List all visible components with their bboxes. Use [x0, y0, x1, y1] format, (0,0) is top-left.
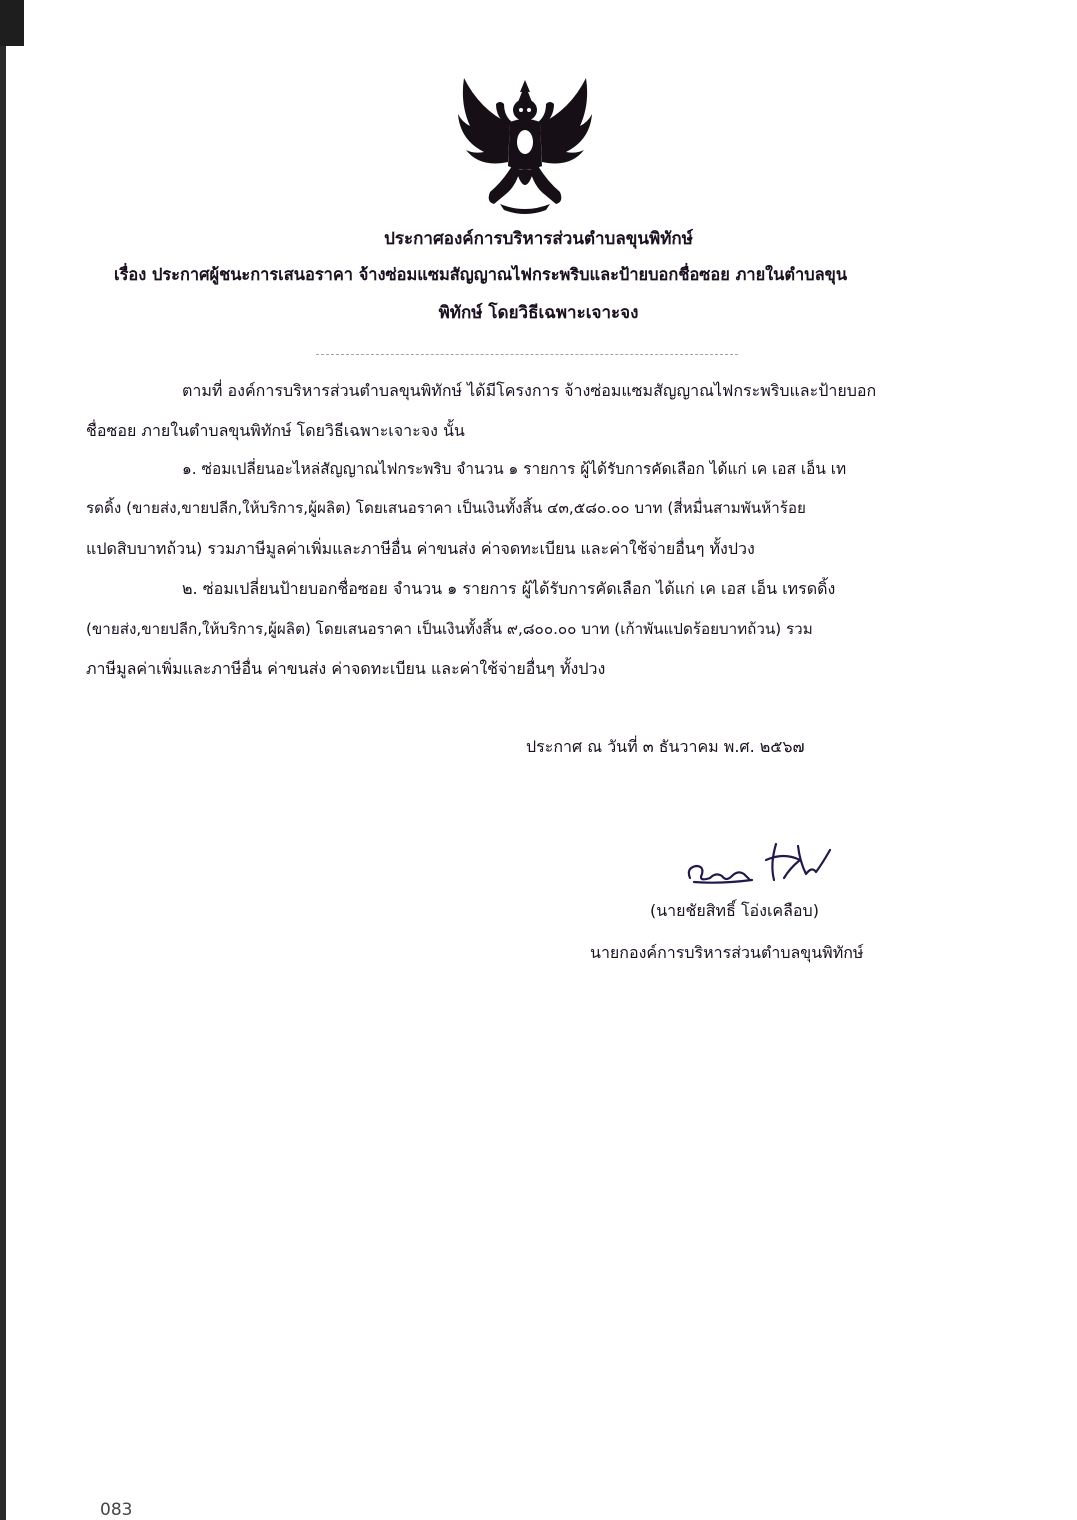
subject-line-1: เรื่อง ประกาศผู้ชนะการเสนอราคา จ้างซ่อมแซมสัญญาณไฟกระพริบและป้ายบอกชื่อซอย ภายในตำบลขุน — [114, 265, 848, 284]
item-2-line-2: (ขายส่ง,ขายปลีก,ให้บริการ,ผู้ผลิต) โดยเสนอราคา เป็นเงินทั้งสิ้น ๙,๘๐๐.๐๐ บาท (เก้าพันแปดร้อยบาทถ้วน) รวม — [86, 620, 813, 638]
page-mark: 083 — [100, 1500, 133, 1520]
garuda-emblem-icon — [450, 70, 600, 220]
intro-line-1: ตามที่ องค์การบริหารส่วนตำบลขุนพิทักษ์ ได้มีโครงการ จ้างซ่อมแซมสัญญาณไฟกระพริบและป้ายบอก — [182, 381, 877, 400]
item-2-line-3: ภาษีมูลค่าเพิ่มและภาษีอื่น ค่าขนส่ง ค่าจดทะเบียน และค่าใช้จ่ายอื่นๆ ทั้งปวง — [86, 659, 606, 678]
title-divider — [316, 354, 738, 355]
announcement-date: ประกาศ ณ วันที่ ๓ ธันวาคม พ.ศ. ๒๕๖๗ — [526, 737, 805, 756]
item-1-line-2: รดดิ้ง (ขายส่ง,ขายปลีก,ให้บริการ,ผู้ผลิต) โดยเสนอราคา เป็นเงินทั้งสิ้น ๔๓,๕๘๐.๐๐ บาท (สี่หมื่นสามพันห้าร้อย — [86, 499, 806, 517]
item-2-line-1: ๒. ซ่อมเปลี่ยนป้ายบอกชื่อซอย จำนวน ๑ รายการ ผู้ได้รับการคัดเลือก ได้แก่ เค เอส เอ็น เทรดดิ้ง — [182, 579, 836, 598]
signature — [680, 838, 840, 894]
scan-edge-top — [0, 0, 24, 46]
intro-line-2: ชื่อซอย ภายในตำบลขุนพิทักษ์ โดยวิธีเฉพาะเจาะจง นั้น — [86, 421, 465, 440]
item-1-line-1: ๑. ซ่อมเปลี่ยนอะไหล่สัญญาณไฟกระพริบ จำนวน ๑ รายการ ผู้ได้รับการคัดเลือก ได้แก่ เค เอส เอ็น เท — [182, 460, 847, 478]
subject-line-2: พิทักษ์ โดยวิธีเฉพาะเจาะจง — [438, 303, 639, 323]
item-1-line-3: แปดสิบบาทถ้วน) รวมภาษีมูลค่าเพิ่มและภาษีอื่น ค่าขนส่ง ค่าจดทะเบียน และค่าใช้จ่ายอื่นๆ ทั้งปวง — [86, 539, 755, 558]
signer-position: นายกองค์การบริหารส่วนตำบลขุนพิทักษ์ — [590, 943, 864, 962]
signer-name: (นายชัยสิทธิ์ โอ่งเคลือบ) — [650, 901, 819, 920]
announcement-title: ประกาศองค์การบริหารส่วนตำบลขุนพิทักษ์ — [384, 229, 693, 249]
